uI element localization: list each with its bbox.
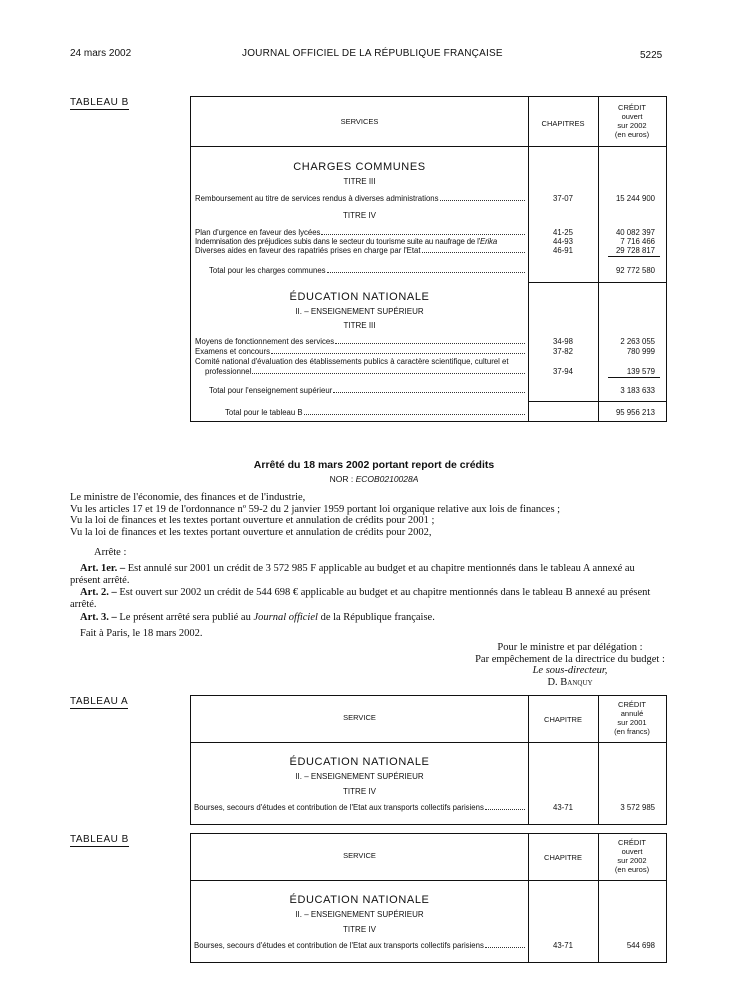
table-row: Indemnisation des préjudices subis dans le secteur du tourisme suite au naufrage de l'Erika [195, 237, 498, 246]
table-a-label: TABLEAU A [70, 696, 129, 707]
section-title: ÉDUCATION NATIONALE [289, 756, 430, 768]
total-amount: 3 183 633 [620, 386, 655, 395]
total-row: Total pour l'enseignement supérieur [209, 386, 526, 395]
section-subtitle: II. – ENSEIGNEMENT SUPÉRIEUR [295, 772, 424, 781]
table-a [190, 695, 667, 825]
decree-signature: Pour le ministre et par délégation : Par empêchement de la directrice du budget : Le sous-directeur, D. Banquy [475, 642, 665, 688]
table-row-continued: professionnel [205, 367, 526, 376]
table-row: Bourses, secours d'études et contribution de l'Etat aux transports collectifs parisiens [194, 803, 526, 812]
table-b1-label: TABLEAU B [70, 97, 129, 108]
section-title: ÉDUCATION NATIONALE [289, 291, 430, 303]
col-chapitre: CHAPITRE [544, 715, 582, 724]
col-service: SERVICE [343, 713, 376, 722]
row-chapter: 41-25 [553, 228, 573, 237]
table-b2-label: TABLEAU B [70, 834, 129, 845]
table-row: Diverses aides en faveur des rapatriés prises en charge par l'Etat [195, 246, 526, 255]
decree-date: Fait à Paris, le 18 mars 2002. [80, 628, 203, 639]
section-titre: TITRE IV [343, 925, 376, 934]
table-row: Bourses, secours d'études et contribution de l'Etat aux transports collectifs parisiens [194, 941, 526, 950]
row-amount: 544 698 [626, 941, 655, 950]
row-amount: 780 999 [626, 347, 655, 356]
row-chapter: 37-82 [553, 347, 573, 356]
table-row: Examens et concours [195, 347, 526, 356]
section-titre: TITRE IV [343, 787, 376, 796]
row-chapter: 43-71 [553, 803, 573, 812]
row-amount: 29 728 817 [615, 246, 655, 255]
grand-total-row: Total pour le tableau B [225, 408, 526, 417]
col-chapitres: CHAPITRES [541, 119, 585, 128]
article-2: Art. 2. – Est ouvert sur 2002 un crédit de 544 698 € applicable au budget et au chapitre mentionnés dans le tableau B annexé au présent arrêté. [70, 587, 651, 610]
table-b1 [190, 96, 667, 422]
table-row: Plan d'urgence en faveur des lycées [195, 228, 526, 237]
section-titre: TITRE III [343, 321, 376, 330]
section-subtitle: II. – ENSEIGNEMENT SUPÉRIEUR [295, 307, 424, 316]
row-amount: 40 082 397 [615, 228, 655, 237]
header-title: JOURNAL OFFICIEL DE LA RÉPUBLIQUE FRANÇAISE [242, 48, 503, 59]
section-title: ÉDUCATION NATIONALE [289, 894, 430, 906]
decree-preamble: Le ministre de l'économie, des finances et de l'industrie, Vu les articles 17 et 19 de l'ordonnance nº 59-2 du 2 janvier 1959 portant loi organique relative aux lois de finances ; Vu la loi de finances et les textes portant ouverture et annulation de crédits pour 2001 ; Vu la loi de finances et les textes portant ouverture et annulation de crédits pour 2002, [70, 492, 561, 538]
row-amount: 139 579 [626, 367, 655, 376]
header-page-number: 5225 [640, 50, 663, 61]
row-amount: 15 244 900 [615, 194, 655, 203]
row-amount: 7 716 466 [620, 237, 655, 246]
section-titre: TITRE III [343, 177, 376, 186]
table-b2 [190, 833, 667, 963]
table-row: Moyens de fonctionnement des services [195, 337, 526, 346]
section-titre: TITRE IV [343, 211, 376, 220]
col-service: SERVICE [343, 851, 376, 860]
row-amount: 3 572 985 [620, 803, 655, 812]
col-chapitre: CHAPITRE [544, 853, 582, 862]
col-credit: CRÉDIT ouvert sur 2002 (en euros) [614, 838, 650, 874]
header-date: 24 mars 2002 [70, 48, 132, 59]
col-credit: CRÉDIT ouvert sur 2002 (en euros) [614, 103, 650, 139]
table-row: Remboursement au titre de services rendus à diverses administrations [195, 194, 526, 203]
row-chapter: 43-71 [553, 941, 573, 950]
article-1: Art. 1er. – Est annulé sur 2001 un crédit de 3 572 985 F applicable au budget et au chapitre mentionnés dans le tableau A annexé au présent arrêté. [70, 563, 635, 586]
section-title: CHARGES COMMUNES [293, 161, 426, 173]
total-row: Total pour les charges communes [209, 266, 526, 275]
row-amount: 2 263 055 [620, 337, 655, 346]
row-chapter: 37-07 [553, 194, 573, 203]
row-chapter: 44-93 [553, 237, 573, 246]
col-services: SERVICES [340, 117, 379, 126]
row-chapter: 34-98 [553, 337, 573, 346]
grand-total-amount: 95 956 213 [615, 408, 655, 417]
row-chapter: 46-91 [553, 246, 573, 255]
decree-nor: NOR : ECOB0210028A [329, 474, 419, 484]
section-subtitle: II. – ENSEIGNEMENT SUPÉRIEUR [295, 910, 424, 919]
decree-arrete: Arrête : [94, 547, 127, 558]
col-credit: CRÉDIT annulé sur 2001 (en francs) [614, 700, 650, 736]
decree-title: Arrêté du 18 mars 2002 portant report de crédits [253, 459, 495, 471]
table-row: Comité national d'évaluation des établissements publics à caractère scientifique, culturel et [195, 357, 509, 366]
total-amount: 92 772 580 [615, 266, 655, 275]
article-3: Art. 3. – Le présent arrêté sera publié au Journal officiel de la République française. [80, 612, 435, 623]
row-chapter: 37-94 [553, 367, 573, 376]
